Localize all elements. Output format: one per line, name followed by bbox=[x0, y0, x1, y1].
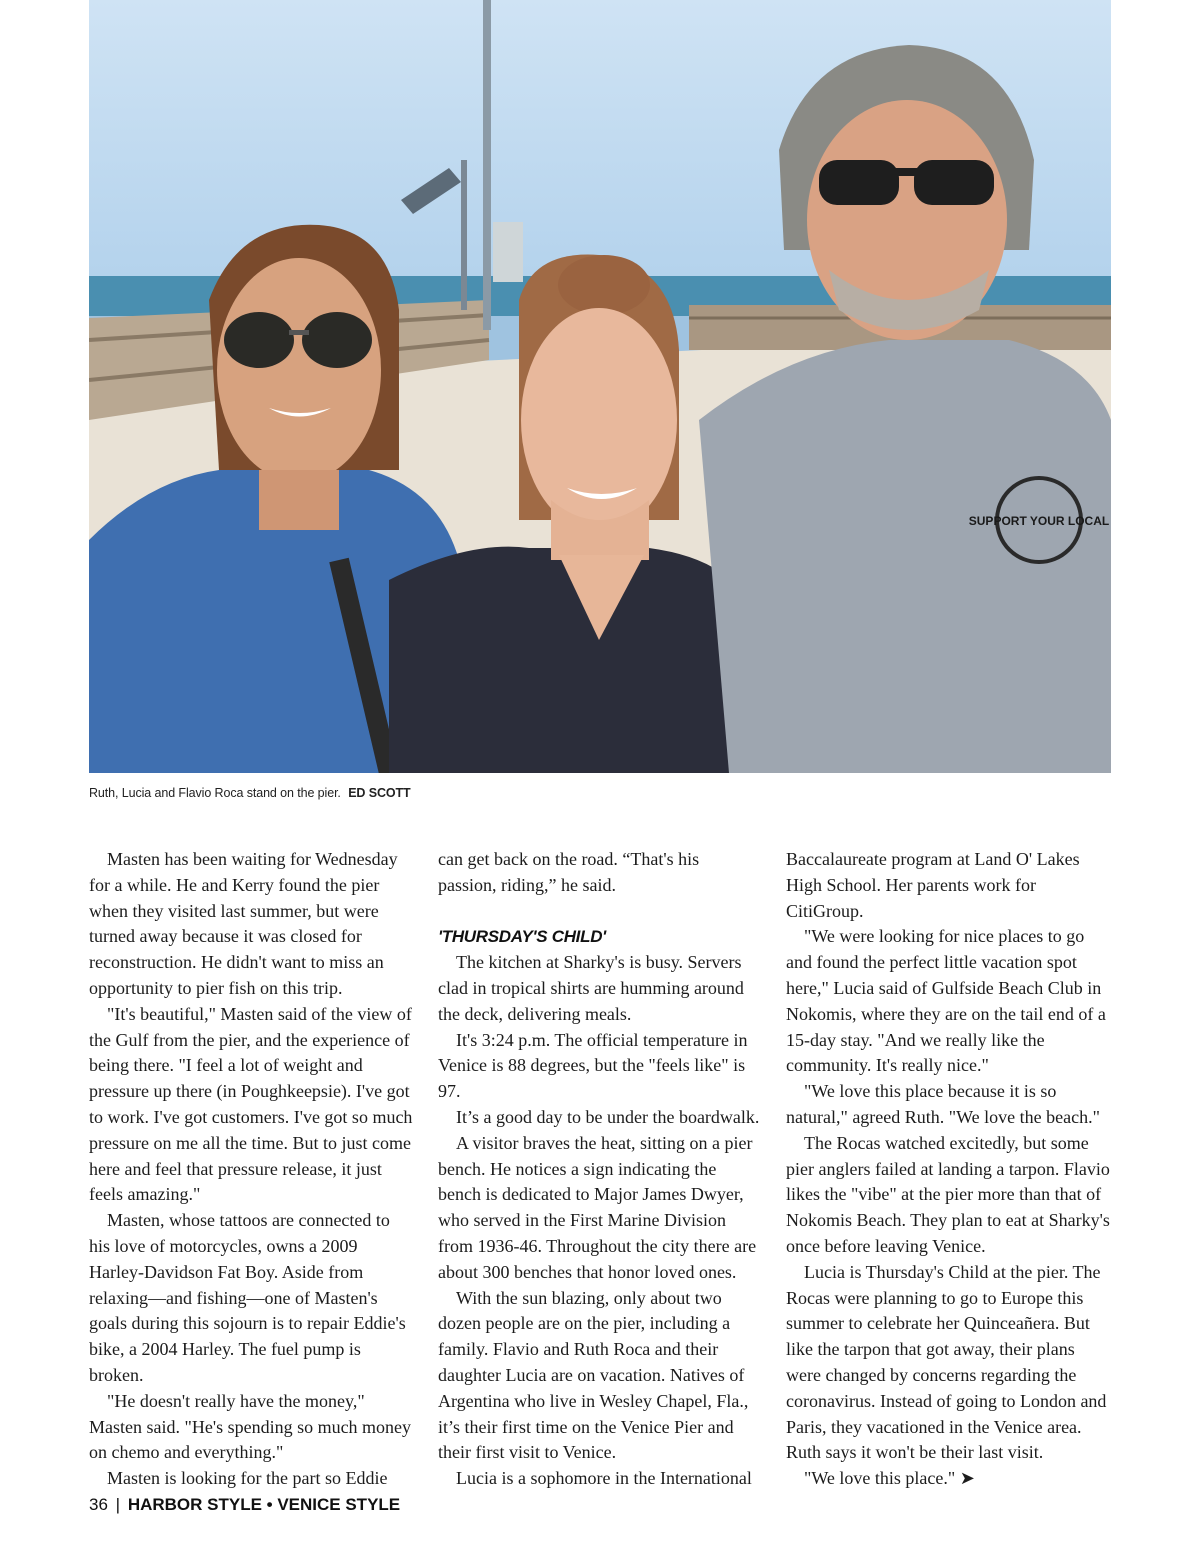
paragraph-continued: can get back on the road. “That's his passion, riding,” he said. bbox=[438, 849, 700, 895]
article-column-2 bbox=[438, 847, 762, 1492]
lamp-pole bbox=[483, 0, 491, 330]
photo-caption bbox=[89, 786, 411, 800]
paragraph: It’s a good day to be under the boardwalk. bbox=[456, 1106, 760, 1127]
family-on-pier-illustration bbox=[89, 0, 1111, 773]
paragraph: A visitor braves the heat, sitting on a pier bench. He notices a sign indicating the bench is dedicated to Major James Dwyer, who served in the First Marine Division from 1936-46. Throughout the city there are about 300 benches that honor loved ones. bbox=[438, 1132, 757, 1282]
paragraph: The Rocas watched excitedly, but some pier anglers failed at landing a tarpon. Flavio likes the "vibe" at the pier more than that of Nokomis Beach. They plan to eat at Sharky's once before leaving Venice. bbox=[786, 1132, 1110, 1256]
paragraph: Masten has been waiting for Wednesday for a while. He and Kerry found the pier when they visited last summer, but were turned away because it was closed for reconstruction. He didn't want to miss an opportunity to pier fish on this trip. bbox=[89, 849, 398, 998]
article-photo bbox=[89, 0, 1111, 773]
footer-separator: | bbox=[115, 1495, 121, 1514]
paragraph-continued: Baccalaureate program at Land O' Lakes High School. Her parents work for CitiGroup. bbox=[786, 849, 1080, 921]
paragraph: "We were looking for nice places to go and found the perfect little vacation spot here," Lucia said of Gulfside Beach Club in Nokomis, where they are on the tail end of a 15-day stay. "And we really like the community. It's really nice." bbox=[786, 926, 1106, 1076]
section-subhead: 'THURSDAY'S CHILD' bbox=[438, 927, 606, 947]
paragraph: Lucia is a sophomore in the International bbox=[456, 1468, 752, 1489]
paragraph: "We love this place." ➤ bbox=[804, 1468, 975, 1489]
paragraph: Masten, whose tattoos are connected to his love of motorcycles, owns a 2009 Harley-Davidson Fat Boy. Aside from relaxing—and fishing—one of Masten's goals during this sojourn is to repair Eddie's bike, a 2004 Harley. The fuel pump is broken. bbox=[89, 1210, 406, 1385]
caption-text: Ruth, Lucia and Flavio Roca stand on the pier. bbox=[89, 786, 341, 800]
paragraph: The kitchen at Sharky's is busy. Servers clad in tropical shirts are humming around the deck, delivering meals. bbox=[438, 952, 744, 1024]
paragraph: Lucia is Thursday's Child at the pier. The Rocas were planning to go to Europe this summer to celebrate her Quinceañera. But like the tarpon that got away, their plans were changed by concerns regarding the coronavirus. Instead of going to London and Paris, they vacationed in the Venice area. Ruth says it won't be their last visit. bbox=[786, 1261, 1107, 1463]
article-column-3 bbox=[786, 847, 1110, 1492]
magazine-name: HARBOR STYLE • VENICE STYLE bbox=[127, 1495, 401, 1514]
shirt-logo-text: SUPPORT YOUR LOCAL bbox=[968, 514, 1110, 528]
paragraph: Masten is looking for the part so Eddie bbox=[107, 1468, 388, 1489]
photo-credit: ED SCOTT bbox=[348, 786, 411, 800]
paragraph: "He doesn't really have the money," Masten said. "He's spending so much money on chemo and everything." bbox=[89, 1390, 412, 1463]
page-number: 36 bbox=[89, 1495, 108, 1514]
paragraph: "We love this place because it is so natural," agreed Ruth. "We love the beach." bbox=[786, 1081, 1100, 1127]
paragraph: With the sun blazing, only about two dozen people are on the pier, including a family. Flavio and Ruth Roca and their daughter Lucia are on vacation. Natives of Argentina who live in Wesley Chapel, Fla., it’s their first time on the Venice Pier and their first visit to Venice. bbox=[438, 1287, 749, 1463]
paragraph: "It's beautiful," Masten said of the view of the Gulf from the pier, and the experience of being there. "I feel a lot of weight and pressure up there (in Poughkeepsie). I've got to work. I've got customers. I've got so much pressure on me all the time. But to just come here and feel that pressure release, it just feels amazing." bbox=[89, 1003, 413, 1205]
page-footer bbox=[89, 1495, 400, 1515]
paragraph: It's 3:24 p.m. The official temperature in Venice is 88 degrees, but the "feels like" is 97. bbox=[438, 1029, 748, 1102]
article-column-1 bbox=[89, 847, 413, 1492]
